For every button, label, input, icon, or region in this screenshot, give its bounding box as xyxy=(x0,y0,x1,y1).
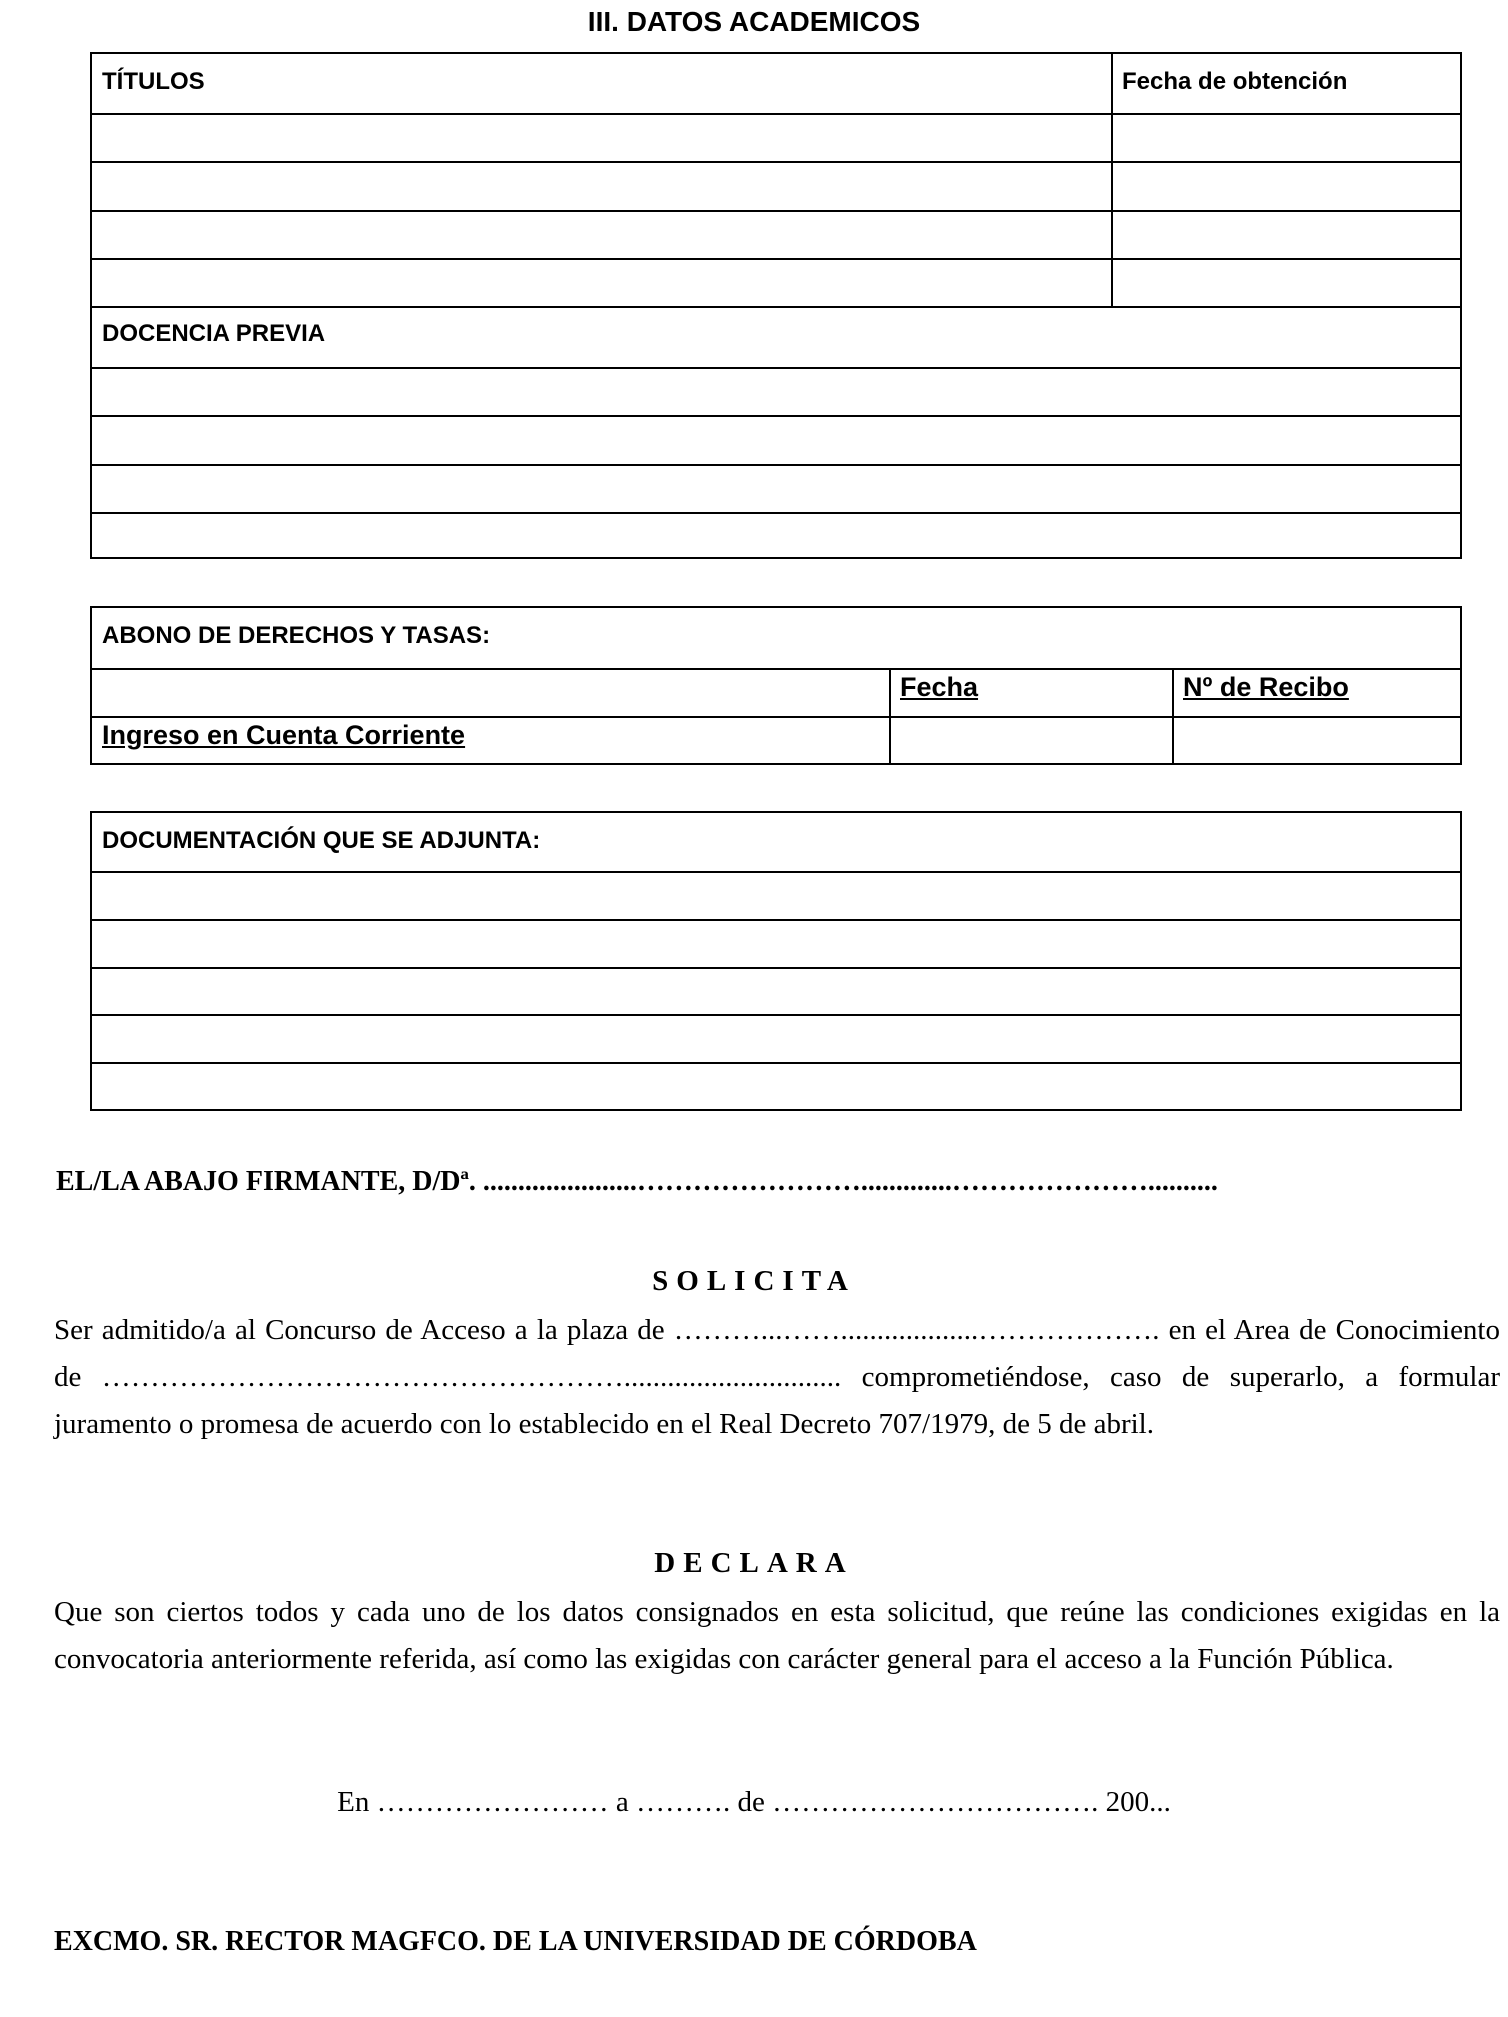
document-row-1[interactable] xyxy=(92,871,1460,873)
solicita-heading: SOLICITA xyxy=(652,1265,856,1297)
academic-table xyxy=(90,52,1462,559)
docencia-row-1[interactable] xyxy=(92,367,1460,369)
docencia-previa-header: DOCENCIA PREVIA xyxy=(102,320,326,347)
section-title: III. DATOS ACADEMICOS xyxy=(587,6,921,37)
addressee: EXCMO. SR. RECTOR MAGFCO. DE LA UNIVERSIDAD DE CÓRDOBA xyxy=(54,1926,977,1957)
documents-table xyxy=(90,811,1462,1111)
recibo-field[interactable] xyxy=(1174,718,1462,765)
titulo-row-1[interactable] xyxy=(92,113,1460,115)
ingreso-label: Ingreso en Cuenta Corriente xyxy=(102,720,466,750)
date-line: En …………………… a ………. de ……………………………. 200... xyxy=(337,1786,1171,1818)
document-row-4[interactable] xyxy=(92,1014,1460,1016)
recibo-column-header: Nº de Recibo xyxy=(1183,672,1349,702)
document-row-2[interactable] xyxy=(92,919,1460,921)
docencia-row-2[interactable] xyxy=(92,415,1460,417)
declara-heading: DECLARA xyxy=(654,1547,854,1579)
titulo-row-2[interactable] xyxy=(92,161,1460,163)
docencia-row-3[interactable] xyxy=(92,464,1460,466)
solicita-text: Ser admitido/a al Concurso de Acceso a la plaza de ………...……...................………………. en el Area de Conocimiento de ……………………………………………….............................. comprometiéndose, caso de superarlo, a formular juramento o promesa de acuerdo con lo establecido en el Real Decreto 707/1979, de 5 de abril. xyxy=(54,1314,1500,1440)
fees-table xyxy=(90,606,1462,765)
column-divider xyxy=(1111,54,1113,307)
documents-header: DOCUMENTACIÓN QUE SE ADJUNTA: xyxy=(102,827,541,854)
signer-line: EL/LA ABAJO FIRMANTE, D/Dª. ......................…………………….............………………….......... xyxy=(56,1166,1218,1197)
fees-header: ABONO DE DERECHOS Y TASAS: xyxy=(102,622,491,649)
document-row-3[interactable] xyxy=(92,967,1460,969)
titulo-row-4[interactable] xyxy=(92,258,1460,260)
fecha-column-header: Fecha xyxy=(900,672,979,702)
titulo-row-3[interactable] xyxy=(92,210,1460,212)
fecha-obtencion-header: Fecha de obtención xyxy=(1122,68,1348,95)
declara-text: Que son ciertos todos y cada uno de los datos consignados en esta solicitud, que reúne las condiciones exigidas en la convocatoria anteriormente referida, así como las exigidas con carácter general para el acceso a la Función Pública. xyxy=(54,1596,1500,1675)
fecha-field[interactable] xyxy=(891,718,1172,765)
titulos-header: TÍTULOS xyxy=(102,68,205,95)
docencia-header-row xyxy=(92,306,1460,308)
docencia-row-4[interactable] xyxy=(92,512,1460,514)
fees-divider xyxy=(92,668,1460,670)
document-row-5[interactable] xyxy=(92,1062,1460,1064)
